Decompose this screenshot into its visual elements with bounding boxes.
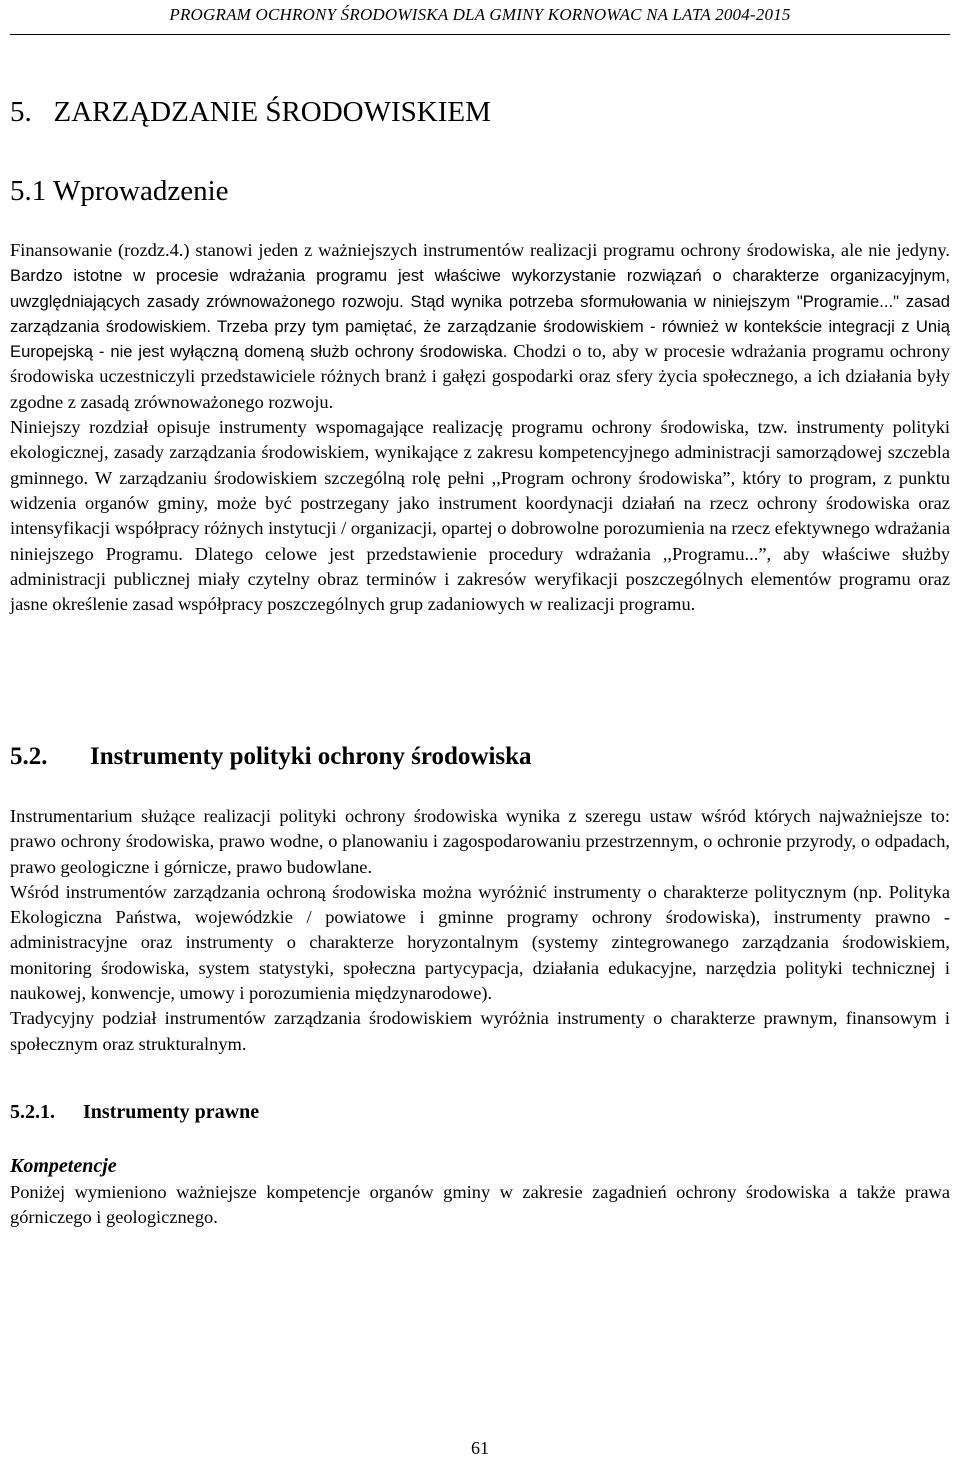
section-5-2-1-number: 5.2.1. bbox=[10, 1101, 55, 1123]
competences-subheading: Kompetencje bbox=[10, 1155, 117, 1177]
section-5-2-number: 5.2. bbox=[10, 743, 48, 770]
section-5-2-body bbox=[10, 804, 950, 1057]
intro-sentence-2: Bardzo istotne w procesie wdrażania programu jest właściwe wykorzystanie rozwiązań o charakterze organizacyjnym, uwzględniających zasady zrównoważonego rozwoju. Stąd wynika potrzeba sformułowania w niniejszym "Programie..." zasad zarządzania środowiskiem. Trzeba przy tym pamiętać, że zarządzanie środowiskiem - również w kontekście integracji z Unią Europejską - nie jest wyłączną domeną służb ochrony środowiska. bbox=[10, 266, 950, 362]
section-5-2-heading: Instrumenty polityki ochrony środowiska bbox=[90, 743, 532, 770]
section-5-1-body bbox=[10, 238, 950, 617]
section-5-2-1-title bbox=[10, 1101, 259, 1124]
intro-paragraph-2: Niniejszy rozdział opisuje instrumenty wspomagające realizację programu ochrony środowiska, tzw. instrumenty polityki ekologicznej, zasady zarządzania środowiskiem, wynikające z zakresu kompetencyjnego administracji samorządowej szczebla gminnego. W zarządzaniu środowiskiem szczególną rolę pełni ,,Program ochrony środowiska”, który to program, z punktu widzenia organów gminy, może być postrzegany jako instrument koordynacji działań na rzecz ochrony środowiska oraz intensyfikacji współpracy różnych instytucji / organizacji, opartej o dobrowolne porozumienia na rzecz efektywnego wdrażania niniejszego Programu. Dlatego celowe jest przedstawienie procedury wdrażania ,,Programu...”, aby właściwe służby administracji publicznej miały czytelny obraz terminów i zakresów weryfikacji poszczególnych elementów programu oraz jasne określenie zasad współpracy poszczególnych grup zadaniowych w realizacji programu. bbox=[10, 417, 950, 615]
section-5-1-title: 5.1 Wprowadzenie bbox=[10, 175, 229, 207]
page-number: 61 bbox=[471, 1438, 489, 1458]
instruments-paragraph-1: Instrumentarium służące realizacji polityki ochrony środowiska wynika z szeregu ustaw wśród których najważniejsze to: prawo ochrony środowiska, prawo wodne, o planowaniu i zagospodarowaniu przestrzennym, o ochronie przyrody, o odpadach, prawo geologiczne i górnicze, prawo budowlane. bbox=[10, 806, 950, 877]
instruments-paragraph-2: Wśród instrumentów zarządzania ochroną środowiska można wyróżnić instrumenty o charakterze politycznym (np. Polityka Ekologiczna Państwa, wojewódzkie / powiatowe i gminne programy ochrony środowiska), instrumenty prawno - administracyjne oraz instrumenty o charakterze horyzontalnym (systemy zintegrowanego zarządzania środowiskiem, monitoring środowiska, system statystyki, społeczna partycypacja, działania edukacyjne, narzędzia polityki technicznej i naukowej, konwencje, umowy i porozumienia międzynarodowe). bbox=[10, 881, 950, 1004]
intro-sentence-1: Finansowanie (rozdz.4.) stanowi jeden z ważniejszych instrumentów realizacji programu ochrony środowiska, ale nie jedyny. bbox=[10, 240, 950, 260]
section-5-2-title bbox=[10, 743, 532, 771]
intro-sentence-3: Chodzi o to, aby w procesie wdrażania programu ochrony środowiska uczestniczyli przedstawiciele różnych branż i gałęzi gospodarki oraz sfery życia społecznego, a ich działania były zgodne z zasadą zrównoważonego rozwoju. bbox=[10, 341, 950, 412]
competences-paragraph: Poniżej wymieniono ważniejsze kompetencje organów gminy w zakresie zagadnień ochrony środowiska a także prawa górniczego i geologicznego. bbox=[10, 1182, 950, 1228]
chapter-title: 5. ZARZĄDZANIE ŚRODOWISKIEM bbox=[10, 96, 491, 128]
instruments-paragraph-3: Tradycyjny podział instrumentów zarządzania środowiskiem wyróżnia instrumenty o charakterze prawnym, finansowym i społecznym oraz strukturalnym. bbox=[10, 1008, 950, 1054]
header-divider bbox=[10, 34, 950, 35]
running-header: PROGRAM OCHRONY ŚRODOWISKA DLA GMINY KORNOWAC NA LATA 2004-2015 bbox=[169, 5, 791, 24]
section-5-2-1-heading: Instrumenty prawne bbox=[83, 1101, 260, 1123]
